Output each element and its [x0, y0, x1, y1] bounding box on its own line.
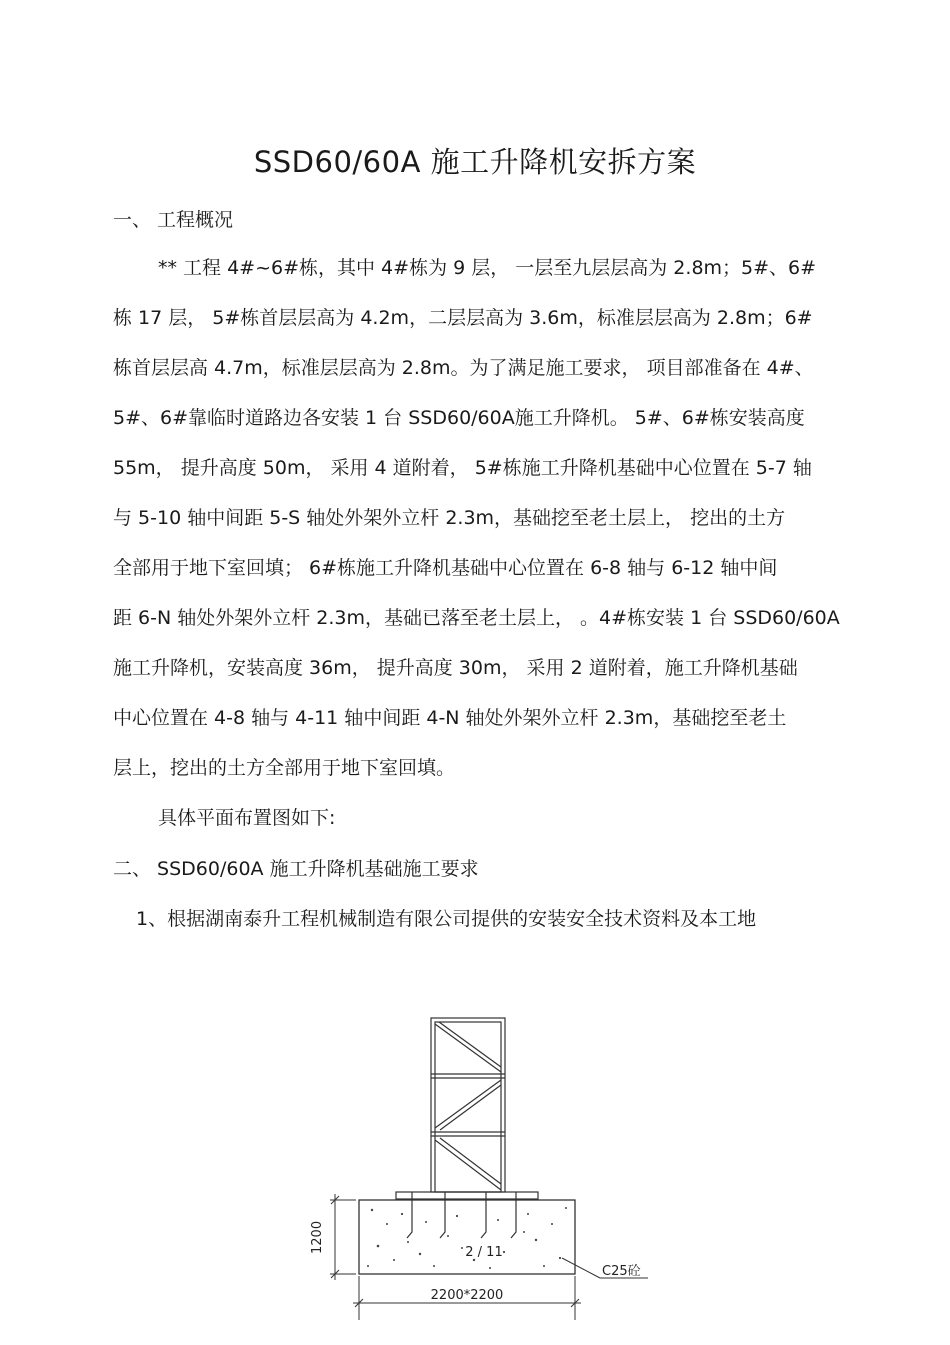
foundation-drawing: [290, 1010, 670, 1330]
paragraph-line: 与 5-10 轴中间距 5-S 轴处外架外立杆 2.3m，基础挖至老土层上， 挖出的土方: [113, 507, 786, 529]
paragraph-line: 栋首层层高 4.7m，标准层层高为 2.8m。为了满足施工要求， 项目部准备在 4#、: [113, 357, 814, 379]
width-dimension-label: 2200*2200: [430, 1288, 504, 1303]
concrete-grade-label: C25砼: [602, 1264, 641, 1279]
paragraph-line: ** 工程 4#~6#栋，其中 4#栋为 9 层， 一层至九层层高为 2.8m；5#、6#: [158, 257, 817, 279]
layout-note: 具体平面布置图如下:: [158, 807, 336, 829]
section-1-heading: 一、 工程概况: [113, 209, 234, 231]
paragraph-line: 5#、6#靠临时道路边各安装 1 台 SSD60/60A施工升降机。 5#、6#栋安装高度: [113, 407, 805, 429]
section-2-heading: 二、 SSD60/60A 施工升降机基础施工要求: [113, 858, 479, 880]
hoist-foundation-diagram: [290, 1010, 670, 1330]
base-plate: [396, 1192, 538, 1199]
document-title: SSD60/60A 施工升降机安拆方案: [253, 145, 697, 179]
page-indicator: 2 / 11: [465, 1245, 503, 1260]
paragraph-line: 距 6-N 轴处外架外立杆 2.3m，基础已落至老土层上， 。4#栋安装 1 台 SSD60/60A: [113, 607, 840, 629]
mast-frame: [431, 1018, 505, 1192]
paragraph-line: 55m， 提升高度 50m， 采用 4 道附着， 5#栋施工升降机基础中心位置在 5-7 轴: [113, 457, 812, 479]
paragraph-line: 中心位置在 4-8 轴与 4-11 轴中间距 4-N 轴处外架外立杆 2.3m，基础挖至老土: [113, 707, 787, 729]
paragraph-line: 层上，挖出的土方全部用于地下室回填。: [113, 757, 456, 779]
paragraph-line: 全部用于地下室回填； 6#栋施工升降机基础中心位置在 6-8 轴与 6-12 轴中间: [113, 557, 778, 579]
paragraph-line: 栋 17 层， 5#栋首层层高为 4.2m，二层层高为 3.6m，标准层层高为 2.8m；6#: [113, 307, 813, 329]
paragraph-line: 施工升降机，安装高度 36m， 提升高度 30m， 采用 2 道附着，施工升降机基础: [113, 657, 798, 679]
concrete-foundation: [359, 1200, 575, 1274]
requirement-item-1: 1、根据湖南泰升工程机械制造有限公司提供的安装安全技术资料及本工地: [136, 908, 757, 930]
height-dimension-line: [330, 1194, 356, 1280]
overview-paragraph: [113, 243, 873, 793]
height-dimension-label: 1200: [310, 1220, 325, 1254]
